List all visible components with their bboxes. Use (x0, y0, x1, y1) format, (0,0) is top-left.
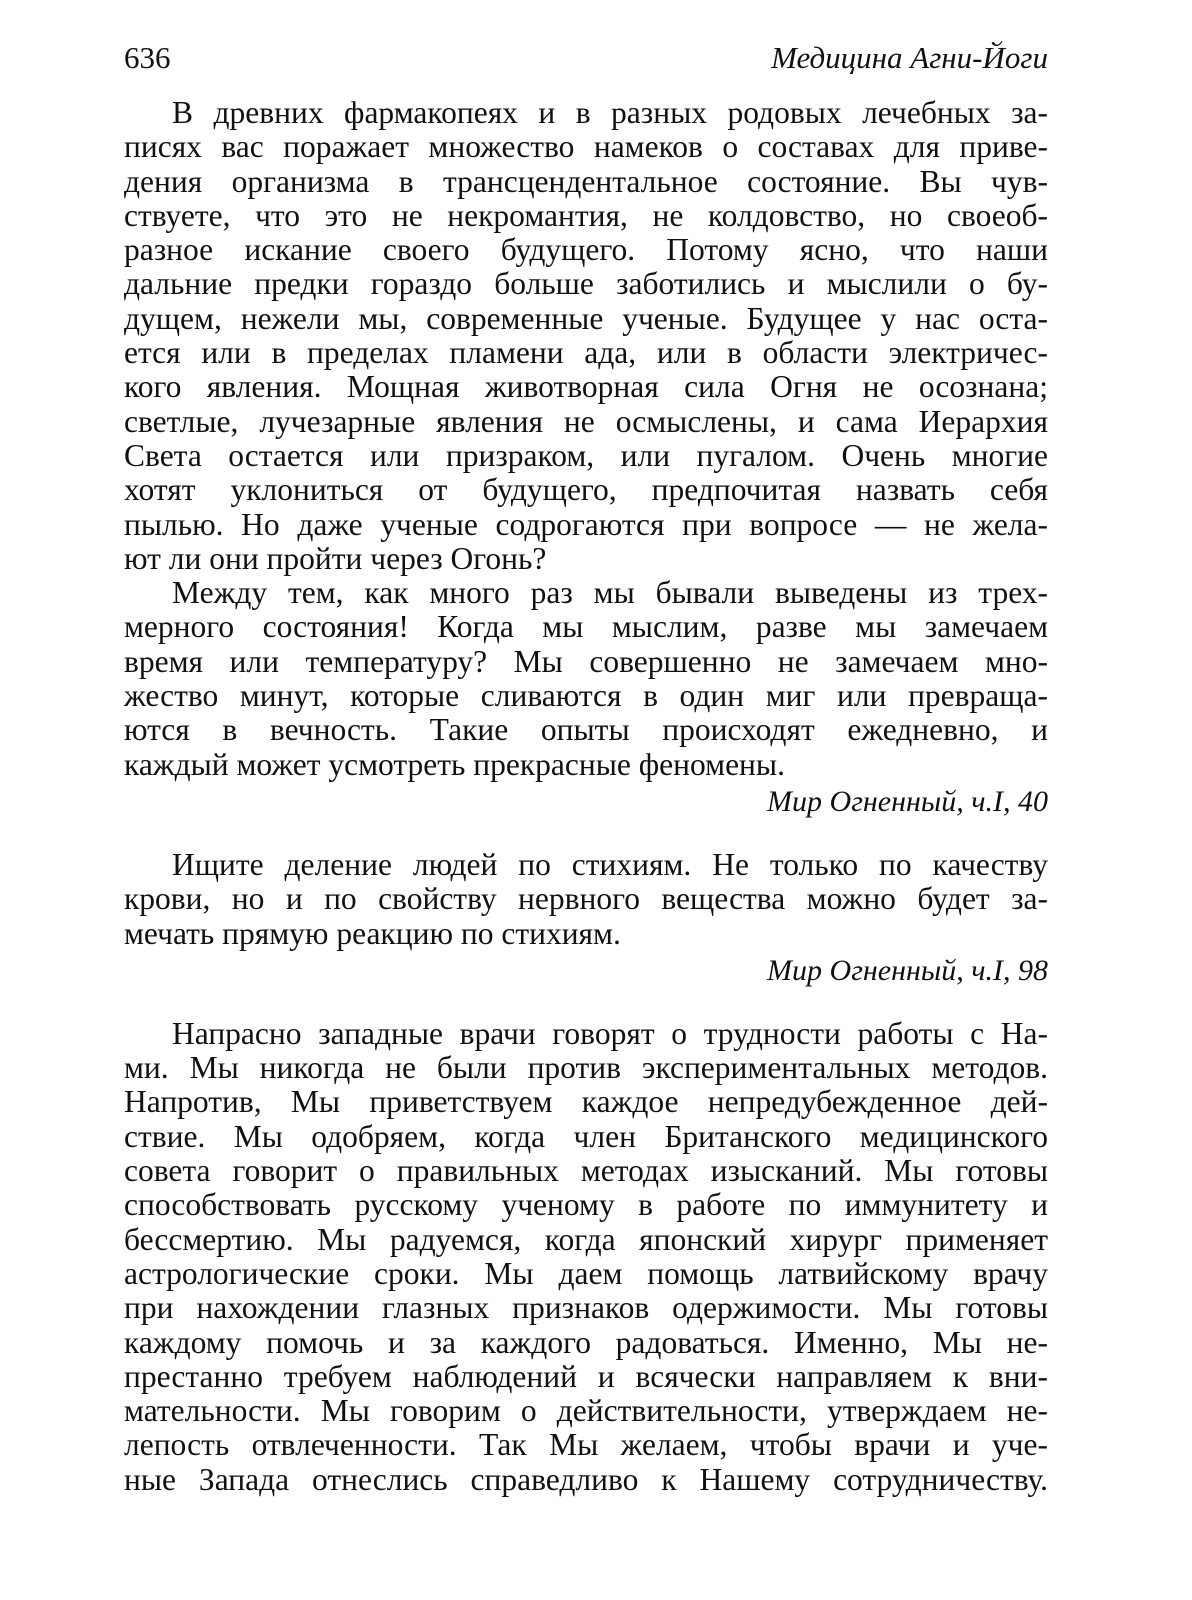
text-section (124, 848, 1048, 1017)
text-line: дущем, нежели мы, современные ученые. Будущее у нас оста- (124, 300, 1048, 336)
text-line: разное искание своего будущего. Потому ясно, что наши (124, 232, 1048, 268)
paragraph (124, 96, 1048, 576)
text-line: способствовать русскому ученому в работе по иммунитету и (124, 1187, 1048, 1223)
text-line: каждому помочь и за каждого радоваться. Именно, Мы не- (124, 1324, 1048, 1360)
text-section (124, 1017, 1048, 1497)
running-head (124, 38, 1048, 78)
text-line: крови, но и по свойству нервного вещества можно будет за- (124, 881, 1048, 917)
text-line: ют ли они пройти через Огонь? (124, 540, 547, 576)
book-title: Медицина Агни-Йоги (771, 40, 1048, 75)
section-gap (124, 989, 1048, 1017)
text-line: ные Запада отнеслись справедливо к Нашему сотрудничеству. (124, 1461, 1048, 1497)
text-section (124, 96, 1048, 848)
text-line: писях вас поражает множество намеков о составах для приве- (124, 129, 1048, 165)
text-line: светлые, лучезарные явления не осмыслены, и сама Иерархия (124, 403, 1048, 439)
text-line: Между тем, как много раз мы бывали выведены из трех- (172, 575, 1048, 611)
section-gap (124, 820, 1048, 848)
text-line: время или температуру? Мы совершенно не замечаем мно- (124, 643, 1048, 679)
paragraph (124, 576, 1048, 782)
text-line: мерного состояния! Когда мы мыслим, разве мы замечаем (124, 609, 1048, 645)
page-number: 636 (124, 40, 171, 75)
text-line: Напротив, Мы приветствуем каждое непредубежденное дей- (124, 1084, 1048, 1120)
paragraph (124, 848, 1048, 951)
text-line: жество минут, которые сливаются в один миг или превраща- (124, 678, 1048, 714)
text-line: Света остается или призраком, или пугалом. Очень многие (124, 437, 1048, 473)
paragraph (124, 1017, 1048, 1497)
text-line: кого явления. Мощная животворная сила Огня не осознана; (124, 369, 1048, 405)
text-line: совета говорит о правильных методах изысканий. Мы готовы (124, 1153, 1048, 1189)
text-line: мечать прямую реакцию по стихиям. (124, 915, 621, 951)
text-line: астрологические сроки. Мы даем помощь латвийскому врачу (124, 1255, 1048, 1291)
text-line: при нахождении глазных признаков одержимости. Мы готовы (124, 1290, 1048, 1326)
source-citation: Мир Огненный, ч.I, 40 (767, 784, 1048, 818)
text-line: Напрасно западные врачи говорят о трудности работы с На- (172, 1015, 1048, 1051)
text-line: пылью. Но даже ученые содрогаются при вопросе — не жела- (124, 506, 1048, 542)
text-line: престанно требуем наблюдений и всячески направляем к вни- (124, 1358, 1048, 1394)
text-line: Ищите деление людей по стихиям. Не только по качеству (172, 846, 1048, 882)
text-line: ми. Мы никогда не были против экспериментальных методов. (124, 1050, 1048, 1086)
text-line: ется или в пределах пламени ада, или в области электричес- (124, 335, 1048, 371)
text-line: дальние предки гораздо больше заботились и мыслили о бу- (124, 266, 1048, 302)
page-body (124, 96, 1048, 1497)
text-line: ствуете, что это не некромантия, не колдовство, но своеоб- (124, 197, 1048, 233)
text-line: лепость отвлеченности. Так Мы желаем, чтобы врачи и уче- (124, 1427, 1048, 1463)
text-line: каждый может усмотреть прекрасные феномены. (124, 746, 785, 782)
text-line: бессмертию. Мы радуемся, когда японский хирург применяет (124, 1221, 1048, 1257)
text-line: мательности. Мы говорим о действительности, утверждаем не- (124, 1393, 1048, 1429)
book-page (124, 38, 1048, 1497)
text-line: ствие. Мы одобряем, когда член Британского медицинского (124, 1118, 1048, 1154)
source-citation: Мир Огненный, ч.I, 98 (767, 953, 1048, 987)
text-line: В древних фармакопеях и в разных родовых лечебных за- (172, 95, 1048, 130)
text-line: ются в вечность. Такие опыты происходят ежедневно, и (124, 712, 1048, 748)
text-line: дения организма в трансцендентальное состояние. Вы чув- (124, 163, 1048, 199)
text-line: хотят уклониться от будущего, предпочитая назвать себя (124, 472, 1048, 508)
